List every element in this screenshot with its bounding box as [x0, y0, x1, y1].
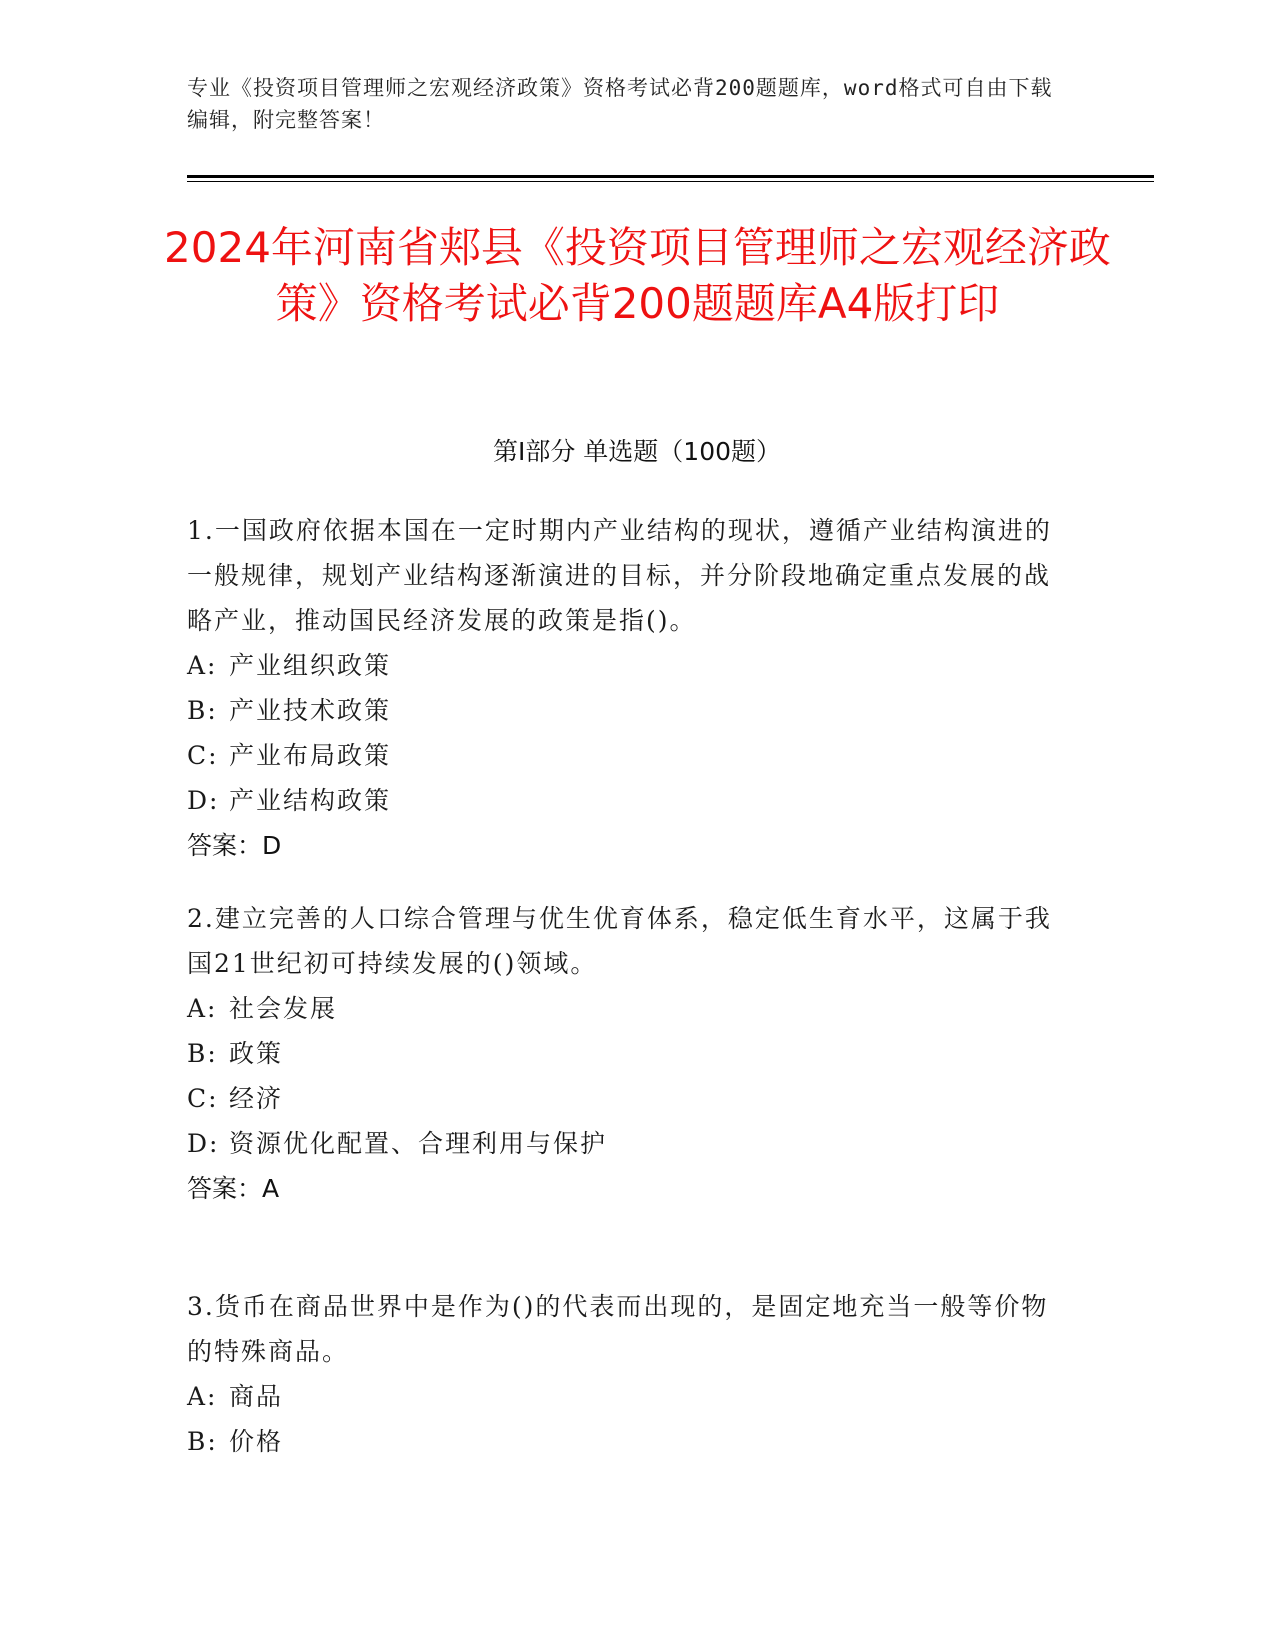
option-b: [187, 1419, 1067, 1464]
option-b: [187, 688, 1067, 733]
option-letter: B:: [187, 1039, 218, 1068]
question-stem: 2.建立完善的人口综合管理与优生优育体系，稳定低生育水平，这属于我国21世纪初可持续发展的()领域。: [187, 904, 1052, 978]
answer: 答案：A: [187, 1174, 280, 1203]
option-text: 产业布局政策: [229, 741, 392, 770]
header-rule-thin: [187, 181, 1154, 182]
option-letter: C:: [187, 1084, 219, 1113]
option-letter: C:: [187, 741, 219, 770]
option-d: [187, 1121, 1067, 1166]
question-2: [187, 896, 1067, 1211]
document-title: 2024年河南省郏县《投资项目管理师之宏观经济政策》资格考试必背200题题库A4版打印: [164, 223, 1111, 328]
option-text: 资源优化配置、合理利用与保护: [229, 1129, 608, 1158]
option-letter: D:: [187, 1129, 220, 1158]
option-text: 价格: [229, 1427, 284, 1456]
option-c: [187, 733, 1067, 778]
option-b: [187, 1031, 1067, 1076]
option-text: 产业结构政策: [229, 786, 392, 815]
option-letter: D:: [187, 786, 220, 815]
option-text: 社会发展: [229, 994, 338, 1023]
question-stem: 3.货币在商品世界中是作为()的代表而出现的，是固定地充当一般等价物的特殊商品。: [187, 1292, 1049, 1366]
question-1: [187, 508, 1067, 868]
option-letter: A:: [187, 994, 218, 1023]
option-text: 产业组织政策: [229, 651, 392, 680]
option-text: 经济: [229, 1084, 284, 1113]
question-stem: 1.一国政府依据本国在一定时期内产业结构的现状，遵循产业结构演进的一般规律，规划产业结构逐渐演进的目标，并分阶段地确定重点发展的战略产业，推动国民经济发展的政策是指()。: [187, 516, 1052, 635]
answer: 答案：D: [187, 831, 282, 860]
option-text: 政策: [229, 1039, 284, 1068]
header-note: 专业《投资项目管理师之宏观经济政策》资格考试必背200题题库，word格式可自由下载编辑，附完整答案！: [187, 76, 1053, 132]
option-text: 商品: [229, 1382, 284, 1411]
option-letter: A:: [187, 1382, 218, 1411]
section-title: 第I部分 单选题（100题）: [492, 437, 782, 466]
header-rule-thick: [187, 175, 1154, 178]
option-text: 产业技术政策: [229, 696, 392, 725]
option-d: [187, 778, 1067, 823]
option-c: [187, 1076, 1067, 1121]
question-3: [187, 1284, 1067, 1464]
option-a: [187, 986, 1067, 1031]
option-a: [187, 1374, 1067, 1419]
option-letter: B:: [187, 696, 218, 725]
option-letter: A:: [187, 651, 218, 680]
option-letter: B:: [187, 1427, 218, 1456]
option-a: [187, 643, 1067, 688]
